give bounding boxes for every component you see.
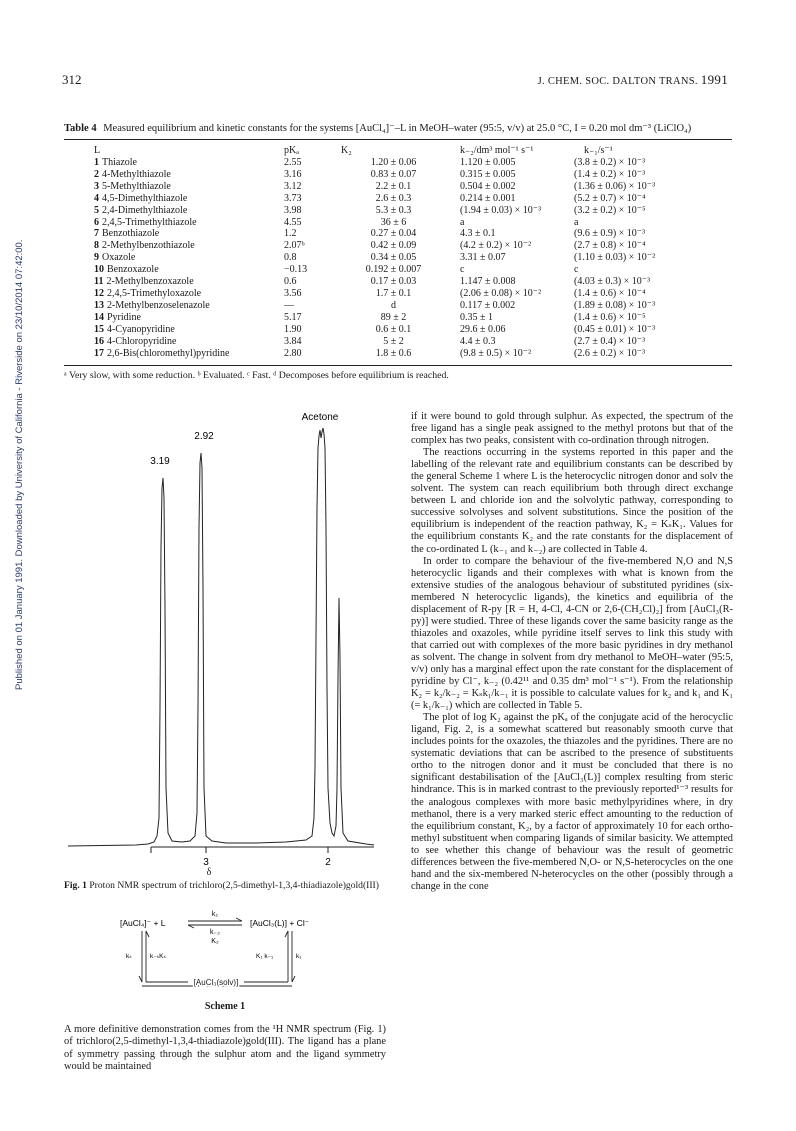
table-row <box>94 324 704 336</box>
peak-label-319: 3.19 <box>150 456 170 467</box>
km2-cell: 1.147 ± 0.008 <box>460 276 516 288</box>
ligand-cell <box>94 300 284 312</box>
table-row <box>94 252 704 264</box>
k2-cell: 2.2 ± 0.1 <box>375 180 412 192</box>
solvent-label: Acetone <box>301 412 339 423</box>
ligand-name: Benzoxazole <box>107 264 159 276</box>
km1-cell: (5.2 ± 0.7) × 10⁻⁴ <box>574 192 646 204</box>
ligand-number: 13 <box>94 299 104 311</box>
pka-cell: 2.55 <box>284 157 302 168</box>
km2-cell: 3.31 ± 0.07 <box>460 252 506 264</box>
paragraph-4: The plot of log K₂ against the pKₐ of the conjugate acid of the herocyclic ligand, Fig. 2, is a somewhat scattered but reasonably smooth curve that includes points for the oxazoles, the thiazoles and the pyridines. There are no systematic deviations that can be ascribed to the presence of substituents ortho to the nitrogen donor and it must be concluded that there is no significant destabilisation of the [AuCl₃(L)] complex resulting from steric hindrance. This is in marked contrast to the previously reported¹⁻³ results for the analogous complexes with more basic methylpyridines where, in dry methanol, there is a very marked steric effect amounting to the reduction of the equilibrium constant, K₂, by a factor of approximately 10 for each ortho-methyl substituent when comparing ligands of similar basicity. We attempted to see whether this change of behaviour was the result of geometric differences between the five-membered N,O- or N,S-heterocycles on the one hand and the six-membered N-heterocycles on the other (possibly through a change in the cone <box>411 712 733 892</box>
table-row <box>94 264 704 276</box>
ligand-name: 2-Methylbenzoselenazole <box>107 299 210 311</box>
ligand-cell <box>94 276 284 288</box>
pka-cell: 5.17 <box>284 311 302 323</box>
ligand-name: 2,4-Dimethylthiazole <box>102 204 188 216</box>
km2-cell: (1.94 ± 0.03) × 10⁻³ <box>460 204 542 216</box>
km2-cell: 0.35 ± 1 <box>460 311 493 323</box>
ligand-number: 8 <box>94 240 99 252</box>
k2-cell: 1.7 ± 0.1 <box>375 287 412 299</box>
ligand-name: 4,5-Dimethylthiazole <box>102 192 188 204</box>
km1-cell: (1.10 ± 0.03) × 10⁻² <box>574 252 656 264</box>
ligand-name: 4-Methylthiazole <box>102 168 171 180</box>
ligand-name: 5-Methylthiazole <box>102 180 171 192</box>
scheme-reactants: [AuCl₄]⁻ + L <box>120 918 166 928</box>
km2-cell: (2.06 ± 0.08) × 10⁻² <box>460 287 542 299</box>
ligand-name: 4-Chloropyridine <box>107 335 177 347</box>
pka-cell: — <box>284 299 294 311</box>
km1-cell: (3.2 ± 0.2) × 10⁻⁵ <box>574 204 646 216</box>
table-row <box>94 205 704 217</box>
peak-label-292: 2.92 <box>194 431 214 442</box>
ligand-number: 5 <box>94 204 99 216</box>
km1-cell: (3.8 ± 0.2) × 10⁻³ <box>574 157 646 168</box>
ligand-name: 2,6-Bis(chloromethyl)pyridine <box>107 347 230 359</box>
ligand-name: 2-Methylbenzothiazole <box>102 240 195 252</box>
km1-cell: (9.6 ± 0.9) × 10⁻³ <box>574 228 646 240</box>
km2-cell: a <box>460 216 465 228</box>
col-header-ligand: L <box>94 145 101 156</box>
k2-cell: 1.8 ± 0.6 <box>375 347 412 359</box>
col-header-k2: K₂ <box>341 145 352 156</box>
table-row <box>94 228 704 240</box>
scheme-k1: k₁ <box>296 953 302 960</box>
scheme-km2: k₋₂ <box>210 929 220 936</box>
km2-cell: 0.214 ± 0.001 <box>460 192 516 204</box>
scheme-products: [AuCl₃(L)] + Cl⁻ <box>250 918 310 928</box>
ligand-number: 2 <box>94 168 99 180</box>
ligand-number: 16 <box>94 335 104 347</box>
table-row <box>94 276 704 288</box>
col-header-pka: pKₐ <box>284 145 299 156</box>
table-top-rule <box>64 139 732 140</box>
table-header-row <box>94 145 704 157</box>
km1-cell: (2.6 ± 0.2) × 10⁻³ <box>574 347 646 359</box>
km1-cell: (0.45 ± 0.01) × 10⁻³ <box>574 323 656 335</box>
ligand-number: 3 <box>94 180 99 192</box>
ligand-cell <box>94 312 284 324</box>
table-row <box>94 157 704 169</box>
scheme-intermediate: [AuCl₃(solv)] <box>193 978 239 987</box>
k2-cell: 0.34 ± 0.05 <box>370 252 417 264</box>
k2-cell: 36 ± 6 <box>380 216 407 228</box>
ligand-cell <box>94 169 284 181</box>
km1-cell: c <box>574 264 579 276</box>
table-row <box>94 336 704 348</box>
km1-cell: (4.03 ± 0.3) × 10⁻³ <box>574 276 651 288</box>
ligand-cell <box>94 157 284 169</box>
pka-cell: 0.8 <box>284 252 297 264</box>
km2-cell: (9.8 ± 0.5) × 10⁻² <box>460 347 532 359</box>
ligand-cell <box>94 240 284 252</box>
journal-year: 1991 <box>700 72 728 87</box>
k2-cell: 5.3 ± 0.3 <box>375 204 412 216</box>
km1-cell: (1.4 ± 0.6) × 10⁻⁴ <box>574 287 646 299</box>
km1-cell: (1.4 ± 0.2) × 10⁻³ <box>574 168 646 180</box>
x-axis-label: δ <box>206 867 212 878</box>
km1-cell: (1.89 ± 0.08) × 10⁻³ <box>574 299 656 311</box>
ligand-name: 2,4,5-Trimethyloxazole <box>107 287 202 299</box>
ligand-cell <box>94 264 284 276</box>
km1-cell: (1.4 ± 0.6) × 10⁻⁵ <box>574 311 646 323</box>
table-row <box>94 181 704 193</box>
ligand-number: 10 <box>94 264 104 276</box>
ligand-name: 2,4,5-Trimethylthiazole <box>102 216 197 228</box>
scheme-k2: k₂ <box>211 911 219 918</box>
x-tick-label-3: 3 <box>203 857 209 868</box>
ligand-cell <box>94 217 284 229</box>
scheme-K2: K₂ <box>211 938 219 945</box>
ligand-number: 9 <box>94 252 99 264</box>
ligand-cell <box>94 205 284 217</box>
km2-cell: 0.117 ± 0.002 <box>460 299 516 311</box>
table-row <box>94 288 704 300</box>
km1-cell: (2.7 ± 0.4) × 10⁻³ <box>574 335 646 347</box>
scheme-label: Scheme 1 <box>204 1001 246 1012</box>
ligand-number: 4 <box>94 192 99 204</box>
table-label: Table 4 <box>64 123 97 134</box>
k2-cell: 0.192 ± 0.007 <box>365 264 422 276</box>
pka-cell: 3.16 <box>284 168 302 180</box>
ligand-number: 11 <box>94 276 104 288</box>
ligand-number: 14 <box>94 311 104 323</box>
scheme-K1km1: K₁ k₋₁ <box>256 953 274 960</box>
pka-cell: 3.56 <box>284 287 302 299</box>
ligand-cell <box>94 181 284 193</box>
ligand-cell <box>94 348 284 360</box>
table-row <box>94 348 704 360</box>
spectrum-trace <box>68 428 374 846</box>
k2-cell: 0.6 ± 0.1 <box>375 323 412 335</box>
table-row <box>94 240 704 252</box>
scheme-kmsKs: k₋ₛKₛ <box>150 953 166 960</box>
page-number: 312 <box>62 72 82 87</box>
ligand-name: Pyridine <box>107 311 141 323</box>
ligand-cell <box>94 193 284 205</box>
table-row <box>94 312 704 324</box>
ligand-number: 6 <box>94 216 99 228</box>
constants-table <box>94 145 704 359</box>
figure-caption-label: Fig. 1 <box>64 880 87 891</box>
page-header <box>62 72 728 90</box>
ligand-name: Thiazole <box>102 157 137 168</box>
pka-cell: 1.90 <box>284 323 302 335</box>
k2-cell: 89 ± 2 <box>380 311 407 323</box>
download-watermark-text: Published on 01 January 1991. Downloaded by University of California - Riverside on 23/10/2014 07:42:00. <box>14 239 25 690</box>
ligand-number: 12 <box>94 287 104 299</box>
k2-cell: 2.6 ± 0.3 <box>375 192 412 204</box>
k2-cell: d <box>391 299 396 311</box>
km1-cell: (2.7 ± 0.8) × 10⁻⁴ <box>574 240 646 252</box>
pka-cell: 3.84 <box>284 335 302 347</box>
k2-cell: 5 ± 2 <box>383 335 404 347</box>
ligand-cell <box>94 252 284 264</box>
table-caption <box>64 122 734 134</box>
paragraph-3: In order to compare the behaviour of the five-membered N,O and N,S heterocyclic ligands and their complexes with what is known from the extensive studies of the analogous behaviour of substituted pyridines (six-membered N heterocyclic ligands), the kinetics and equilibria of the displacement of R-py [R = H, 4-Cl, 4-CN or 2,6-(CH₂Cl)₂] from [AuCl₃(R-py)] were studied. Three of these ligands cover the same basicity range as the thiazoles and oxazoles, while pyridine itself serves to link this study with that carried out with complexes of the more basic pyridines in dry methanol as solvent. The change in solvent from dry methanol to MeOH–water (95:5, v/v) only has a marginal effect upon the rate constant for the displacement of pyridine by Cl⁻, k₋₂ (0.42¹¹ and 0.35 dm³ mol⁻¹ s⁻¹). From the relationship K₂ = k₂/k₋₂ = Kₛk₁/k₋₁ it is possible to calculate values for k₂ and k₁ and K₁ (= k₁/k₋₁) which are collected in Table 5. <box>411 555 733 712</box>
pka-cell: 2.80 <box>284 347 302 359</box>
ligand-cell <box>94 336 284 348</box>
km2-cell: 0.504 ± 0.002 <box>460 180 516 192</box>
table-row <box>94 169 704 181</box>
x-tick-label-2: 2 <box>325 857 331 868</box>
paragraph-1: if it were bound to gold through sulphur. As expected, the spectrum of the free ligand has a single peak assigned to the methyl protons but that of the complex has two peaks, consistent with co-ordination through nitrogen. <box>411 411 733 447</box>
ligand-name: Oxazole <box>102 252 136 264</box>
ligand-cell <box>94 324 284 336</box>
pka-cell: 2.07ᵇ <box>284 240 305 252</box>
table-body <box>94 157 704 359</box>
journal-name: J. CHEM. SOC. DALTON TRANS. <box>537 76 698 87</box>
km2-cell: 4.4 ± 0.3 <box>460 335 496 347</box>
pka-cell: −0.13 <box>284 264 308 276</box>
pka-cell: 3.98 <box>284 204 302 216</box>
table-bottom-rule <box>64 365 732 366</box>
k2-cell: 1.20 ± 0.06 <box>370 157 417 168</box>
ligand-number: 7 <box>94 228 99 240</box>
k2-cell: 0.27 ± 0.04 <box>370 228 417 240</box>
km2-cell: 4.3 ± 0.1 <box>460 228 496 240</box>
k2-cell: 0.17 ± 0.03 <box>370 276 417 288</box>
km2-cell: 0.315 ± 0.005 <box>460 168 516 180</box>
km2-cell: 1.120 ± 0.005 <box>460 157 516 168</box>
ligand-number: 17 <box>94 347 104 359</box>
pka-cell: 3.73 <box>284 192 302 204</box>
nmr-spectrum <box>56 408 386 868</box>
table-row <box>94 193 704 205</box>
col-header-km1: k₋₁/s⁻¹ <box>584 145 613 156</box>
col-header-km2: k₋₂/dm³ mol⁻¹ s⁻¹ <box>460 145 534 156</box>
ligand-number: 1 <box>94 157 99 168</box>
pka-cell: 3.12 <box>284 180 302 192</box>
table-row <box>94 217 704 229</box>
ligand-number: 15 <box>94 323 104 335</box>
km2-cell: c <box>460 264 465 276</box>
ligand-name: Benzothiazole <box>102 228 160 240</box>
left-column-text: A more definitive demonstration comes from the ¹H NMR spectrum (Fig. 1) of trichloro(2,5-dimethyl-1,3,4-thiadiazole)gold(III). The ligand has a plane of symmetry passing through the sulphur atom and the ligand symmetry would be maintained <box>64 1024 386 1073</box>
pka-cell: 4.55 <box>284 216 302 228</box>
download-watermark <box>2 170 25 690</box>
figure-caption <box>64 880 386 892</box>
right-column-text <box>411 411 733 893</box>
table-footnote: ᵃ Very slow, with some reduction. ᵇ Evaluated. ᶜ Fast. ᵈ Decomposes before equilibrium is reached. <box>64 370 449 381</box>
journal-title <box>538 72 728 88</box>
k2-cell: 0.83 ± 0.07 <box>370 168 417 180</box>
km1-cell: a <box>574 216 579 228</box>
ligand-name: 2-Methylbenzoxazole <box>106 276 194 288</box>
ligand-name: 4-Cyanopyridine <box>107 323 175 335</box>
km1-cell: (1.36 ± 0.06) × 10⁻³ <box>574 180 656 192</box>
pka-cell: 0.6 <box>284 276 297 288</box>
ligand-cell <box>94 228 284 240</box>
figure-caption-text: Proton NMR spectrum of trichloro(2,5-dimethyl-1,3,4-thiadiazole)gold(III) <box>89 880 379 891</box>
scheme-ks: kₛ <box>126 953 132 960</box>
km2-cell: 29.6 ± 0.06 <box>460 323 506 335</box>
k2-cell: 0.42 ± 0.09 <box>370 240 417 252</box>
table-row <box>94 300 704 312</box>
paragraph-2: The reactions occurring in the systems reported in this paper and the labelling of the relevant rate and equilibrium constants can be described by the general Scheme 1 where L is the heterocyclic nitrogen donor and solv the solvent. The system can reach equilibrium both through direct exchange between L and chloride ion and the solvolytic pathway, corresponding to successive solvolyses and solvent substitutions. Since the position of the equilibrium is independent of the reaction pathway, K₂ = KₛK₁. Values for the equilibrium constants K₂ and the rate constants for the displacement of the co-ordinated L (k₋₁ and k₋₂) are collected in Table 4. <box>411 447 733 555</box>
pka-cell: 1.2 <box>284 228 297 240</box>
km2-cell: (4.2 ± 0.2) × 10⁻² <box>460 240 532 252</box>
ligand-cell <box>94 288 284 300</box>
table-caption-text: Measured equilibrium and kinetic constants for the systems [AuCl₄]⁻–L in MeOH–water (95:5, v/v) at 25.0 °C, I = 0.20 mol dm⁻³ (LiClO₄) <box>103 123 692 134</box>
